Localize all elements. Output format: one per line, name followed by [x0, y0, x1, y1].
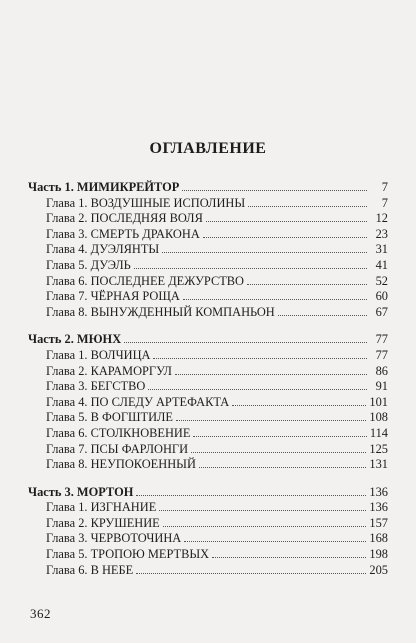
dot-leader [136, 563, 366, 574]
part-heading [28, 485, 388, 501]
dot-leader [184, 531, 366, 542]
chapter-entry-title: Глава 8. ВЫНУЖДЕННЫЙ КОМПАНЬОН [46, 304, 275, 319]
part-heading-page: 77 [375, 332, 388, 347]
chapter-entry [28, 364, 388, 380]
dot-leader [162, 242, 367, 253]
chapter-entry-title: Глава 8. НЕУПОКОЕННЫЙ [46, 457, 196, 472]
toc-part-3 [28, 485, 388, 579]
chapter-entry-title: Глава 7. ЧЁРНАЯ РОЩА [46, 289, 180, 304]
dot-leader [134, 258, 367, 269]
dot-leader [206, 211, 367, 222]
chapter-entry-page: 114 [369, 425, 388, 440]
chapter-entry-page: 136 [369, 500, 388, 515]
chapter-entry [28, 242, 388, 258]
part-heading-title: Часть 1. МИМИКРЕЙТОР [28, 180, 180, 194]
chapter-entry [28, 547, 388, 563]
chapter-entry-page: 168 [369, 531, 388, 546]
chapter-entry-page: 91 [375, 379, 388, 394]
chapter-entry [28, 442, 388, 458]
dot-leader [193, 426, 366, 437]
chapter-entry-page: 60 [375, 289, 388, 304]
chapter-entry-title: Глава 1. ИЗГНАНИЕ [46, 500, 157, 515]
chapter-entry [28, 227, 388, 243]
chapter-entry-title: Глава 3. СМЕРТЬ ДРАКОНА [46, 226, 200, 241]
chapter-entry-page: 157 [369, 515, 388, 530]
page-number: 362 [30, 606, 51, 621]
dot-leader [248, 196, 367, 207]
chapter-entry-page: 131 [369, 457, 388, 472]
chapter-entry-page: 67 [375, 304, 388, 319]
chapter-entry [28, 410, 388, 426]
chapter-entry [28, 426, 388, 442]
chapter-entry-title: Глава 7. ПСЫ ФАРЛОНГИ [46, 441, 189, 456]
dot-leader [124, 332, 367, 343]
chapter-entry-title: Глава 6. ПОСЛЕДНЕЕ ДЕЖУРСТВО [46, 273, 245, 288]
chapter-entry-page: 41 [375, 257, 388, 272]
chapter-entry-page: 12 [375, 211, 388, 226]
chapter-entry [28, 563, 388, 579]
chapter-entry-page: 23 [375, 226, 388, 241]
dot-leader [203, 227, 367, 238]
part-heading-title: Часть 3. МОРТОН [28, 484, 134, 499]
dot-leader [175, 364, 367, 375]
dot-leader [199, 457, 367, 468]
chapter-entry-title: Глава 5. ДУЭЛЬ [46, 257, 131, 272]
chapter-entry [28, 500, 388, 516]
dot-leader [148, 379, 367, 390]
chapter-entry-title: Глава 3. ЧЕРВОТОЧИНА [46, 531, 182, 546]
dot-leader [183, 289, 367, 300]
part-heading [28, 332, 388, 348]
chapter-entry-page: 31 [375, 242, 388, 257]
chapter-entry-title: Глава 1. ВОЛЧИЦА [46, 347, 151, 362]
chapter-entry [28, 211, 388, 227]
chapter-entry-page: 205 [369, 562, 388, 577]
chapter-entry [28, 274, 388, 290]
chapter-entry-page: 86 [375, 363, 388, 378]
chapter-entry-title: Глава 4. ПО СЛЕДУ АРТЕФАКТА [46, 394, 230, 409]
chapter-entry-page: 7 [381, 195, 388, 210]
dot-leader [278, 305, 367, 316]
dot-leader [163, 516, 367, 527]
chapter-entry-page: 101 [369, 394, 388, 409]
chapter-entry-page: 77 [375, 347, 388, 362]
dot-leader [247, 274, 367, 285]
dot-leader [153, 348, 367, 359]
toc-part-2 [28, 332, 388, 472]
dot-leader [232, 395, 366, 406]
chapter-entry-page: 198 [369, 547, 388, 562]
chapter-entry-title: Глава 6. СТОЛКНОВЕНИЕ [46, 425, 191, 440]
dot-leader [176, 410, 366, 421]
chapter-entry-title: Глава 2. ПОСЛЕДНЯЯ ВОЛЯ [46, 211, 203, 226]
dot-leader [182, 180, 367, 191]
chapter-entry [28, 196, 388, 212]
chapter-entry-title: Глава 2. КАРАМОРГУЛ [46, 363, 172, 378]
chapter-entry-title: Глава 3. БЕГСТВО [46, 379, 146, 394]
chapter-entry [28, 516, 388, 532]
chapter-entry-title: Глава 5. ТРОПОЮ МЕРТВЫХ [46, 547, 210, 562]
chapter-entry-title: Глава 5. В ФОГШТИЛЕ [46, 410, 173, 425]
chapter-entry-page: 108 [369, 410, 388, 425]
chapter-entry [28, 289, 388, 305]
chapter-entry-title: Глава 2. КРУШЕНИЕ [46, 515, 160, 530]
chapter-entry-title: Глава 1. ВОЗДУШНЫЕ ИСПОЛИНЫ [46, 195, 246, 210]
part-heading-page: 7 [381, 180, 388, 194]
dot-leader [212, 547, 366, 558]
dot-leader [159, 500, 366, 511]
dot-leader [191, 442, 366, 453]
chapter-entry-title: Глава 4. ДУЭЛЯНТЫ [46, 242, 160, 257]
chapter-entry [28, 531, 388, 547]
chapter-entry-title: Глава 6. В НЕБЕ [46, 562, 134, 577]
chapter-entry-page: 125 [369, 441, 388, 456]
dot-leader [136, 485, 366, 496]
chapter-entry [28, 395, 388, 411]
table-of-contents [28, 180, 388, 590]
chapter-entry [28, 258, 388, 274]
page-title: ОГЛАВЛЕНИЕ [149, 140, 267, 157]
chapter-entry [28, 305, 388, 321]
chapter-entry [28, 348, 388, 364]
part-heading-title: Часть 2. МЮНХ [28, 332, 122, 347]
toc-part-1 [28, 180, 388, 320]
part-heading [28, 180, 388, 196]
part-heading-page: 136 [369, 484, 388, 499]
chapter-entry [28, 457, 388, 473]
chapter-entry [28, 379, 388, 395]
chapter-entry-page: 52 [375, 273, 388, 288]
